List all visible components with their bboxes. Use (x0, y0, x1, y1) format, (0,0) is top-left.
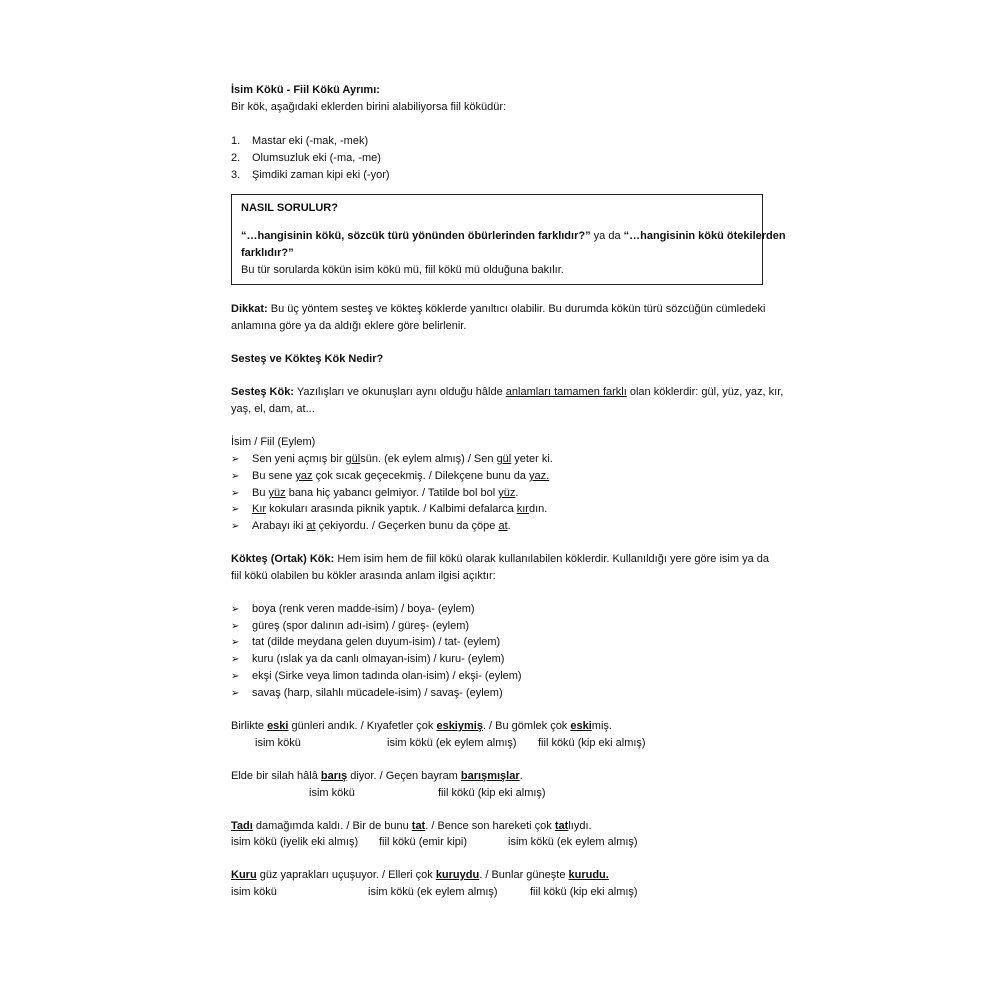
example-highlight: eski (267, 720, 289, 732)
sestes-example (231, 518, 511, 536)
example-underlined: Kır (252, 503, 267, 515)
koktes-text: Hem isim hem de fiil kökü olarak kullanılabilen köklerdir. Kullanıldığı yere göre isim ya da (334, 553, 769, 565)
example-text: Elde bir silah hâlâ (231, 770, 321, 782)
sestes-text-end: olan köklerdir: gül, yüz, yaz, kır, (626, 386, 784, 398)
numbered-item (231, 167, 390, 184)
example-sentence (231, 768, 523, 785)
dikkat-line-1 (231, 301, 765, 318)
section-title: Sesteş ve Kökteş Kök Nedir? (231, 353, 384, 365)
koktes-line-2: fiil kökü olabilen bu kökler arasında anlam ilgisi açıktır: (231, 570, 496, 582)
dikkat-text: Bu üç yöntem sesteş ve kökteş köklerde yanıltıcı olabilir. Bu durumda kökün türü sözcüğün cümledeki (267, 303, 766, 315)
example-text: . (515, 487, 519, 499)
example-text: Birlikte (231, 720, 268, 732)
box-question-connector: ya da (590, 230, 624, 242)
sestes-example (231, 485, 518, 503)
item-text: Şimdiki zaman kipi eki (-yor) (252, 169, 390, 181)
item-text: Mastar eki (-mak, -mek) (252, 135, 369, 147)
example-text: kokuları arasında piknik yaptık. / Kalbimi defalarca (266, 503, 517, 515)
example-underlined: at (306, 520, 316, 532)
example-underlined: gül (345, 453, 361, 465)
heading: İsim Kökü - Fiil Kökü Ayrımı: (231, 84, 380, 96)
example-annotation: isim kökü (ek eylem almış) (387, 737, 517, 749)
sestes-line-2: yaş, el, dam, at... (231, 403, 315, 415)
example-sentence (231, 818, 592, 835)
example-annotation: fiil kökü (kip eki almış) (530, 886, 638, 898)
example-highlight: barış (320, 770, 348, 782)
koktes-list-item (231, 618, 469, 636)
arrow-bullet-icon: ➢ (231, 454, 240, 465)
example-annotation: fiil kökü (emir kipi) (379, 836, 468, 848)
example-highlight: kuruydu (435, 869, 480, 881)
item-number: 2. (231, 152, 241, 164)
arrow-bullet-icon: ➢ (231, 604, 240, 615)
example-underlined: at (498, 520, 508, 532)
example-text: damağımda kaldı. / Bir de bunu (252, 820, 412, 832)
example-text: . (507, 520, 511, 532)
list-item-text: savaş (harp, silahlı mücadele-isim) / savaş- (eylem) (252, 687, 503, 699)
example-text: lıydı. (568, 820, 592, 832)
example-highlight: barışmışlar (460, 770, 520, 782)
example-text: . / Bunlar güneşte (479, 869, 569, 881)
arrow-bullet-icon: ➢ (231, 488, 240, 499)
koktes-line-1 (231, 551, 769, 568)
example-highlight: kurudu. (568, 869, 609, 881)
example-annotation: isim kökü (ek eylem almış) (368, 886, 498, 898)
sestes-example (231, 501, 547, 519)
list-item-text: boya (renk veren madde-isim) / boya- (eylem) (252, 603, 475, 615)
box-question-line (241, 228, 786, 245)
example-sentence (231, 718, 612, 735)
arrow-bullet-icon: ➢ (231, 671, 240, 682)
example-text: . (519, 770, 523, 782)
koktes-list-item (231, 634, 500, 652)
example-text: Sen yeni açmış bir (252, 453, 346, 465)
box-title: NASIL SORULUR? (241, 202, 338, 214)
koktes-list-item (231, 601, 475, 619)
box-question-2: “…hangisinin kökü ötekilerden (623, 230, 786, 242)
arrow-bullet-icon: ➢ (231, 504, 240, 515)
example-text: . / Bu gömlek çok (482, 720, 571, 732)
list-item-text: tat (dilde meydana gelen duyum-isim) / tat- (eylem) (252, 636, 501, 648)
list-item-text: güreş (spor dalının adı-isim) / güreş- (eylem) (252, 620, 470, 632)
example-underlined: yüz (268, 487, 286, 499)
numbered-item (231, 133, 368, 150)
example-text: sün. (ek eylem almış) / Sen (360, 453, 497, 465)
example-annotation: fiil kökü (kip eki almış) (538, 737, 646, 749)
example-text: Arabayı iki (252, 520, 307, 532)
example-text: güz yaprakları uçuşuyor. / Elleri çok (256, 869, 436, 881)
example-annotation: fiil kökü (kip eki almış) (438, 787, 546, 799)
example-text: Bu (252, 487, 269, 499)
example-underlined: yaz (295, 470, 313, 482)
example-text: dın. (528, 503, 548, 515)
example-annotation: isim kökü (255, 737, 301, 749)
example-text: . / Bence son hareketi çok (425, 820, 555, 832)
example-annotation: isim kökü (309, 787, 355, 799)
koktes-list-item (231, 651, 504, 669)
example-underlined: gül (496, 453, 512, 465)
box-note: Bu tür sorularda kökün isim kökü mü, fiil kökü mü olduğuna bakılır. (241, 264, 564, 276)
list-item-text: ekşi (Sirke veya limon tadında olan-isim) / ekşi- (eylem) (252, 670, 522, 682)
koktes-list-item (231, 668, 522, 686)
example-text: diyor. / Geçen bayram (347, 770, 461, 782)
example-underlined: kır (516, 503, 529, 515)
arrow-bullet-icon: ➢ (231, 521, 240, 532)
arrow-bullet-icon: ➢ (231, 688, 240, 699)
example-text: Bu sene (252, 470, 296, 482)
dikkat-line-2: anlamına göre ya da aldığı eklere göre belirlenir. (231, 320, 467, 332)
numbered-item (231, 150, 381, 167)
koktes-label: Kökteş (Ortak) Kök: (231, 553, 335, 565)
dikkat-label: Dikkat: (231, 303, 268, 315)
example-highlight: Tadı (231, 820, 253, 832)
example-underlined: yüz (498, 487, 516, 499)
box-question-1: “…hangisinin kökü, sözcük türü yönünden öbürlerinden farklıdır?” (241, 230, 591, 242)
example-annotation: isim kökü (ek eylem almış) (508, 836, 638, 848)
koktes-list-item (231, 685, 503, 703)
item-number: 3. (231, 169, 241, 181)
example-highlight: tat (411, 820, 426, 832)
example-text: çekiyordu. / Geçerken bunu da çöpe (315, 520, 499, 532)
list-item-text: kuru (ıslak ya da canlı olmayan-isim) / kuru- (eylem) (252, 653, 505, 665)
example-highlight: tat (554, 820, 569, 832)
example-text: günleri andık. / Kıyafetler çok (288, 720, 437, 732)
example-highlight: Kuru (231, 869, 257, 881)
example-text: yeter ki. (511, 453, 553, 465)
sestes-text: Yazılışları ve okunuşları aynı olduğu hâlde (293, 386, 506, 398)
sestes-line-1 (231, 384, 783, 401)
item-text: Olumsuzluk eki (-ma, -me) (252, 152, 381, 164)
arrow-bullet-icon: ➢ (231, 654, 240, 665)
example-underlined: yaz. (529, 470, 550, 482)
example-highlight: eskiymiş (436, 720, 483, 732)
example-highlight: eski (570, 720, 592, 732)
isim-fiil-label: İsim / Fiil (Eylem) (231, 436, 316, 448)
example-text: miş. (591, 720, 612, 732)
item-number: 1. (231, 135, 241, 147)
arrow-bullet-icon: ➢ (231, 471, 240, 482)
example-annotation: isim kökü (231, 886, 277, 898)
arrow-bullet-icon: ➢ (231, 621, 240, 632)
sestes-example (231, 451, 553, 469)
example-sentence (231, 867, 609, 884)
example-annotation: isim kökü (iyelik eki almış) (231, 836, 359, 848)
sestes-example (231, 468, 549, 486)
sestes-label: Sesteş Kök: (231, 386, 294, 398)
sestes-underlined: anlamları tamamen farklı (505, 386, 627, 398)
box-question-2-cont: farklıdır?” (241, 247, 294, 259)
arrow-bullet-icon: ➢ (231, 637, 240, 648)
intro-text: Bir kök, aşağıdaki eklerden birini alabiliyorsa fiil köküdür: (231, 101, 507, 113)
example-text: bana hiç yabancı gelmiyor. / Tatilde bol bol (285, 487, 499, 499)
example-text: çok sıcak geçecekmiş. / Dilekçene bunu da (312, 470, 529, 482)
